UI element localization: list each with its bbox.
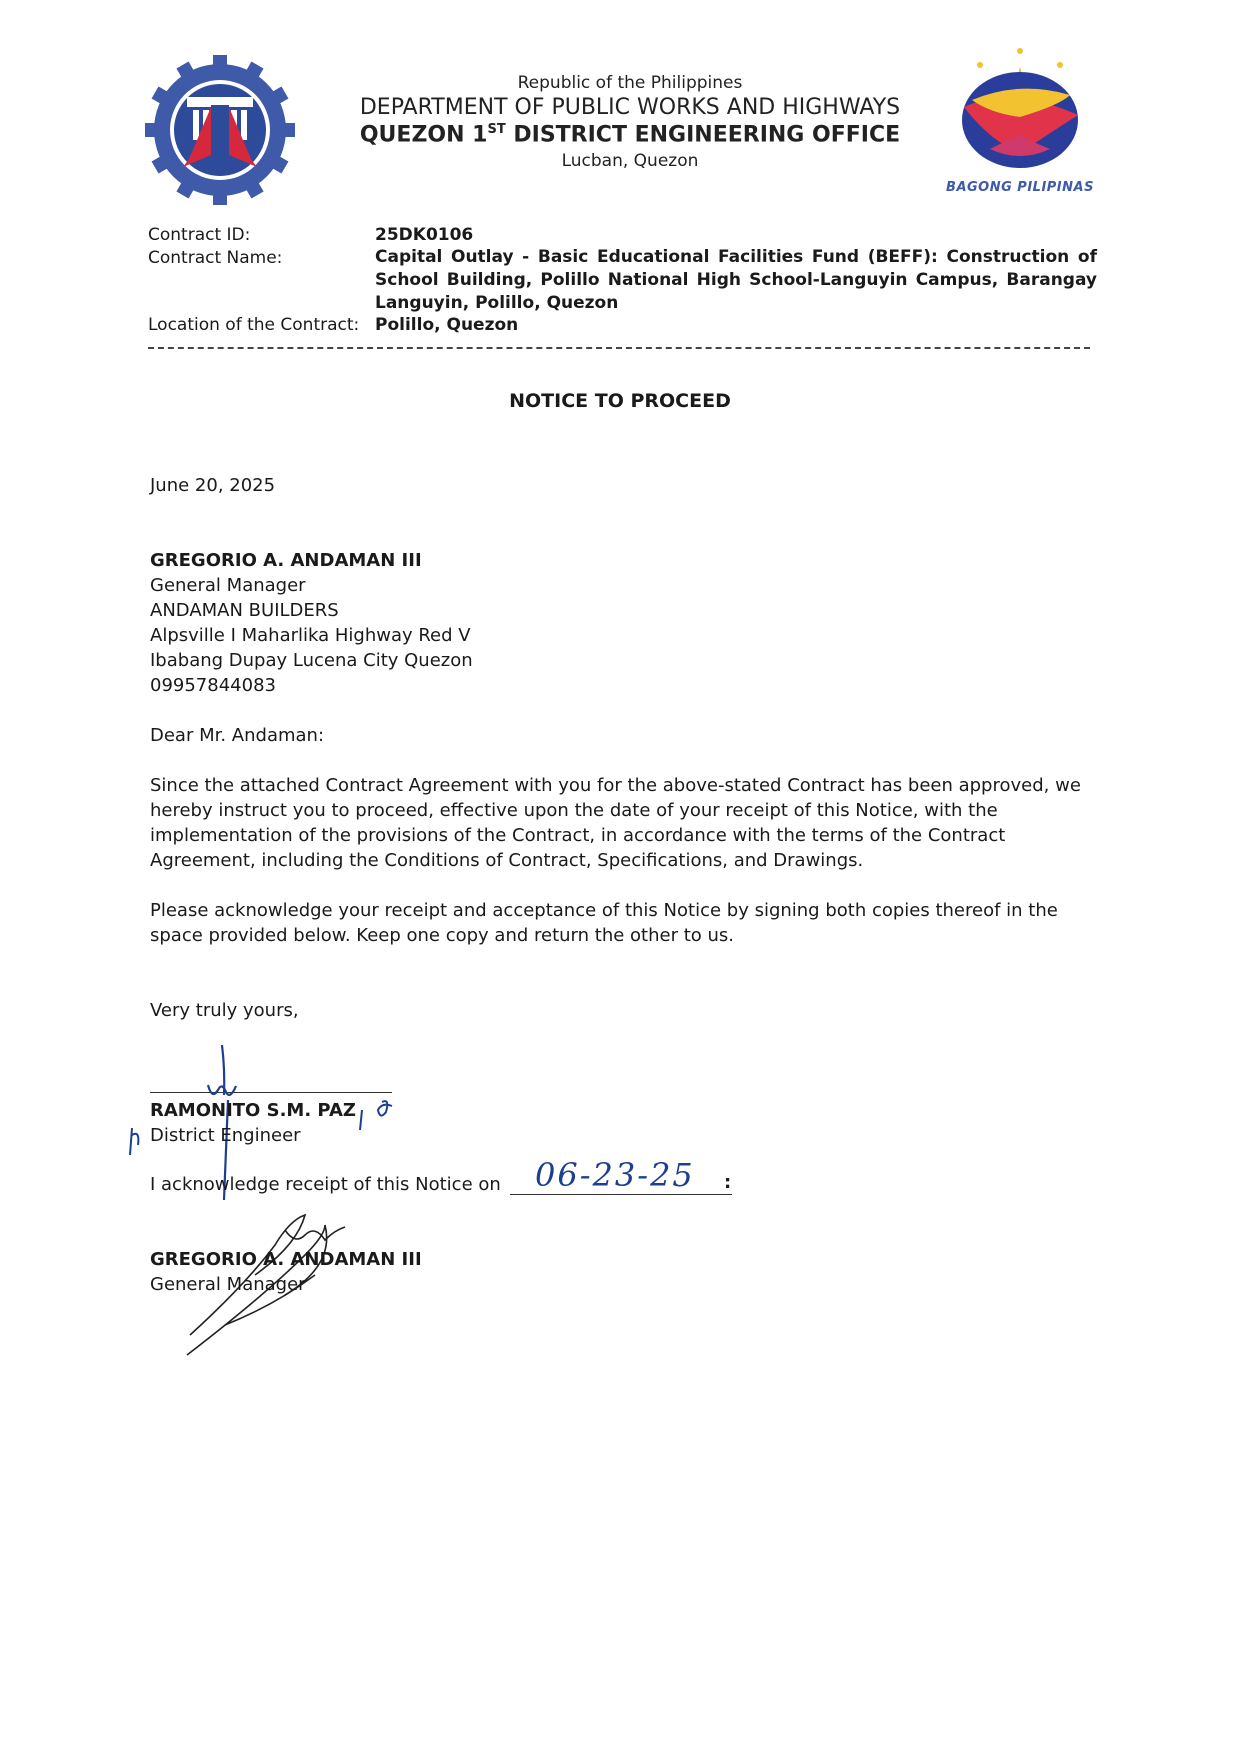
acknowledge-text: I acknowledge receipt of this Notice on	[150, 1174, 501, 1195]
acknowledge-colon: :	[724, 1172, 732, 1193]
contract-location-value: Polillo, Quezon	[375, 315, 519, 335]
republic-line: Republic of the Philippines	[517, 73, 743, 93]
recipient-address-1: Alpsville I Maharlika Highway Red V	[150, 625, 471, 646]
dpwh-logo	[145, 55, 295, 205]
recipient-name: GREGORIO A. ANDAMAN III	[150, 550, 422, 571]
office-location: Lucban, Quezon	[561, 151, 699, 171]
bagong-pilipinas-logo	[950, 45, 1090, 175]
dashed-divider	[148, 347, 1090, 349]
contract-name-label: Contract Name:	[148, 248, 283, 268]
recipient-address-2: Ibabang Dupay Lucena City Quezon	[150, 650, 473, 671]
signatory-position: District Engineer	[150, 1125, 301, 1146]
department-name: DEPARTMENT OF PUBLIC WORKS AND HIGHWAYS	[359, 95, 901, 120]
recipient-company: ANDAMAN BUILDERS	[150, 600, 339, 621]
recipient-phone: 09957844083	[150, 675, 276, 696]
contract-location-label: Location of the Contract:	[148, 315, 360, 335]
office-name: QUEZON 1ST DISTRICT ENGINEERING OFFICE	[359, 122, 901, 148]
notice-title: NOTICE TO PROCEED	[509, 390, 731, 412]
contractor-name: GREGORIO A. ANDAMAN III	[150, 1249, 422, 1270]
closing: Very truly yours,	[150, 1000, 299, 1021]
contract-name-value: Capital Outlay - Basic Educational Facilities Fund (BEFF): Construction of School Building, Polillo National High School-Languyin Campus, Barangay Languyin, Polillo, Quezon	[375, 247, 1097, 313]
contractor-position: General Manager	[150, 1274, 306, 1295]
bagong-pilipinas-text: BAGONG PILIPINAS	[946, 180, 1094, 195]
body-paragraph-1: Since the attached Contract Agreement with you for the above-stated Contract has been approved, we hereby instruct you to proceed, effective upon the date of your receipt of this Notice, with the implementation of the provisions of the Contract, in accordance with the terms of the Contract Agreement, including the Conditions of Contract, Specifications, and Drawings.	[150, 775, 1081, 871]
handwritten-date: 06-23-25	[535, 1156, 695, 1194]
signatory-name: RAMONITO S.M. PAZ	[150, 1100, 356, 1121]
body-paragraph-2: Please acknowledge your receipt and acceptance of this Notice by signing both copies thereof in the space provided below. Keep one copy and return the other to us.	[150, 900, 1058, 946]
salutation: Dear Mr. Andaman:	[150, 725, 325, 746]
notice-date: June 20, 2025	[150, 475, 276, 496]
recipient-position: General Manager	[150, 575, 306, 596]
contract-id-label: Contract ID:	[148, 225, 251, 245]
contract-id-value: 25DK0106	[375, 225, 474, 245]
